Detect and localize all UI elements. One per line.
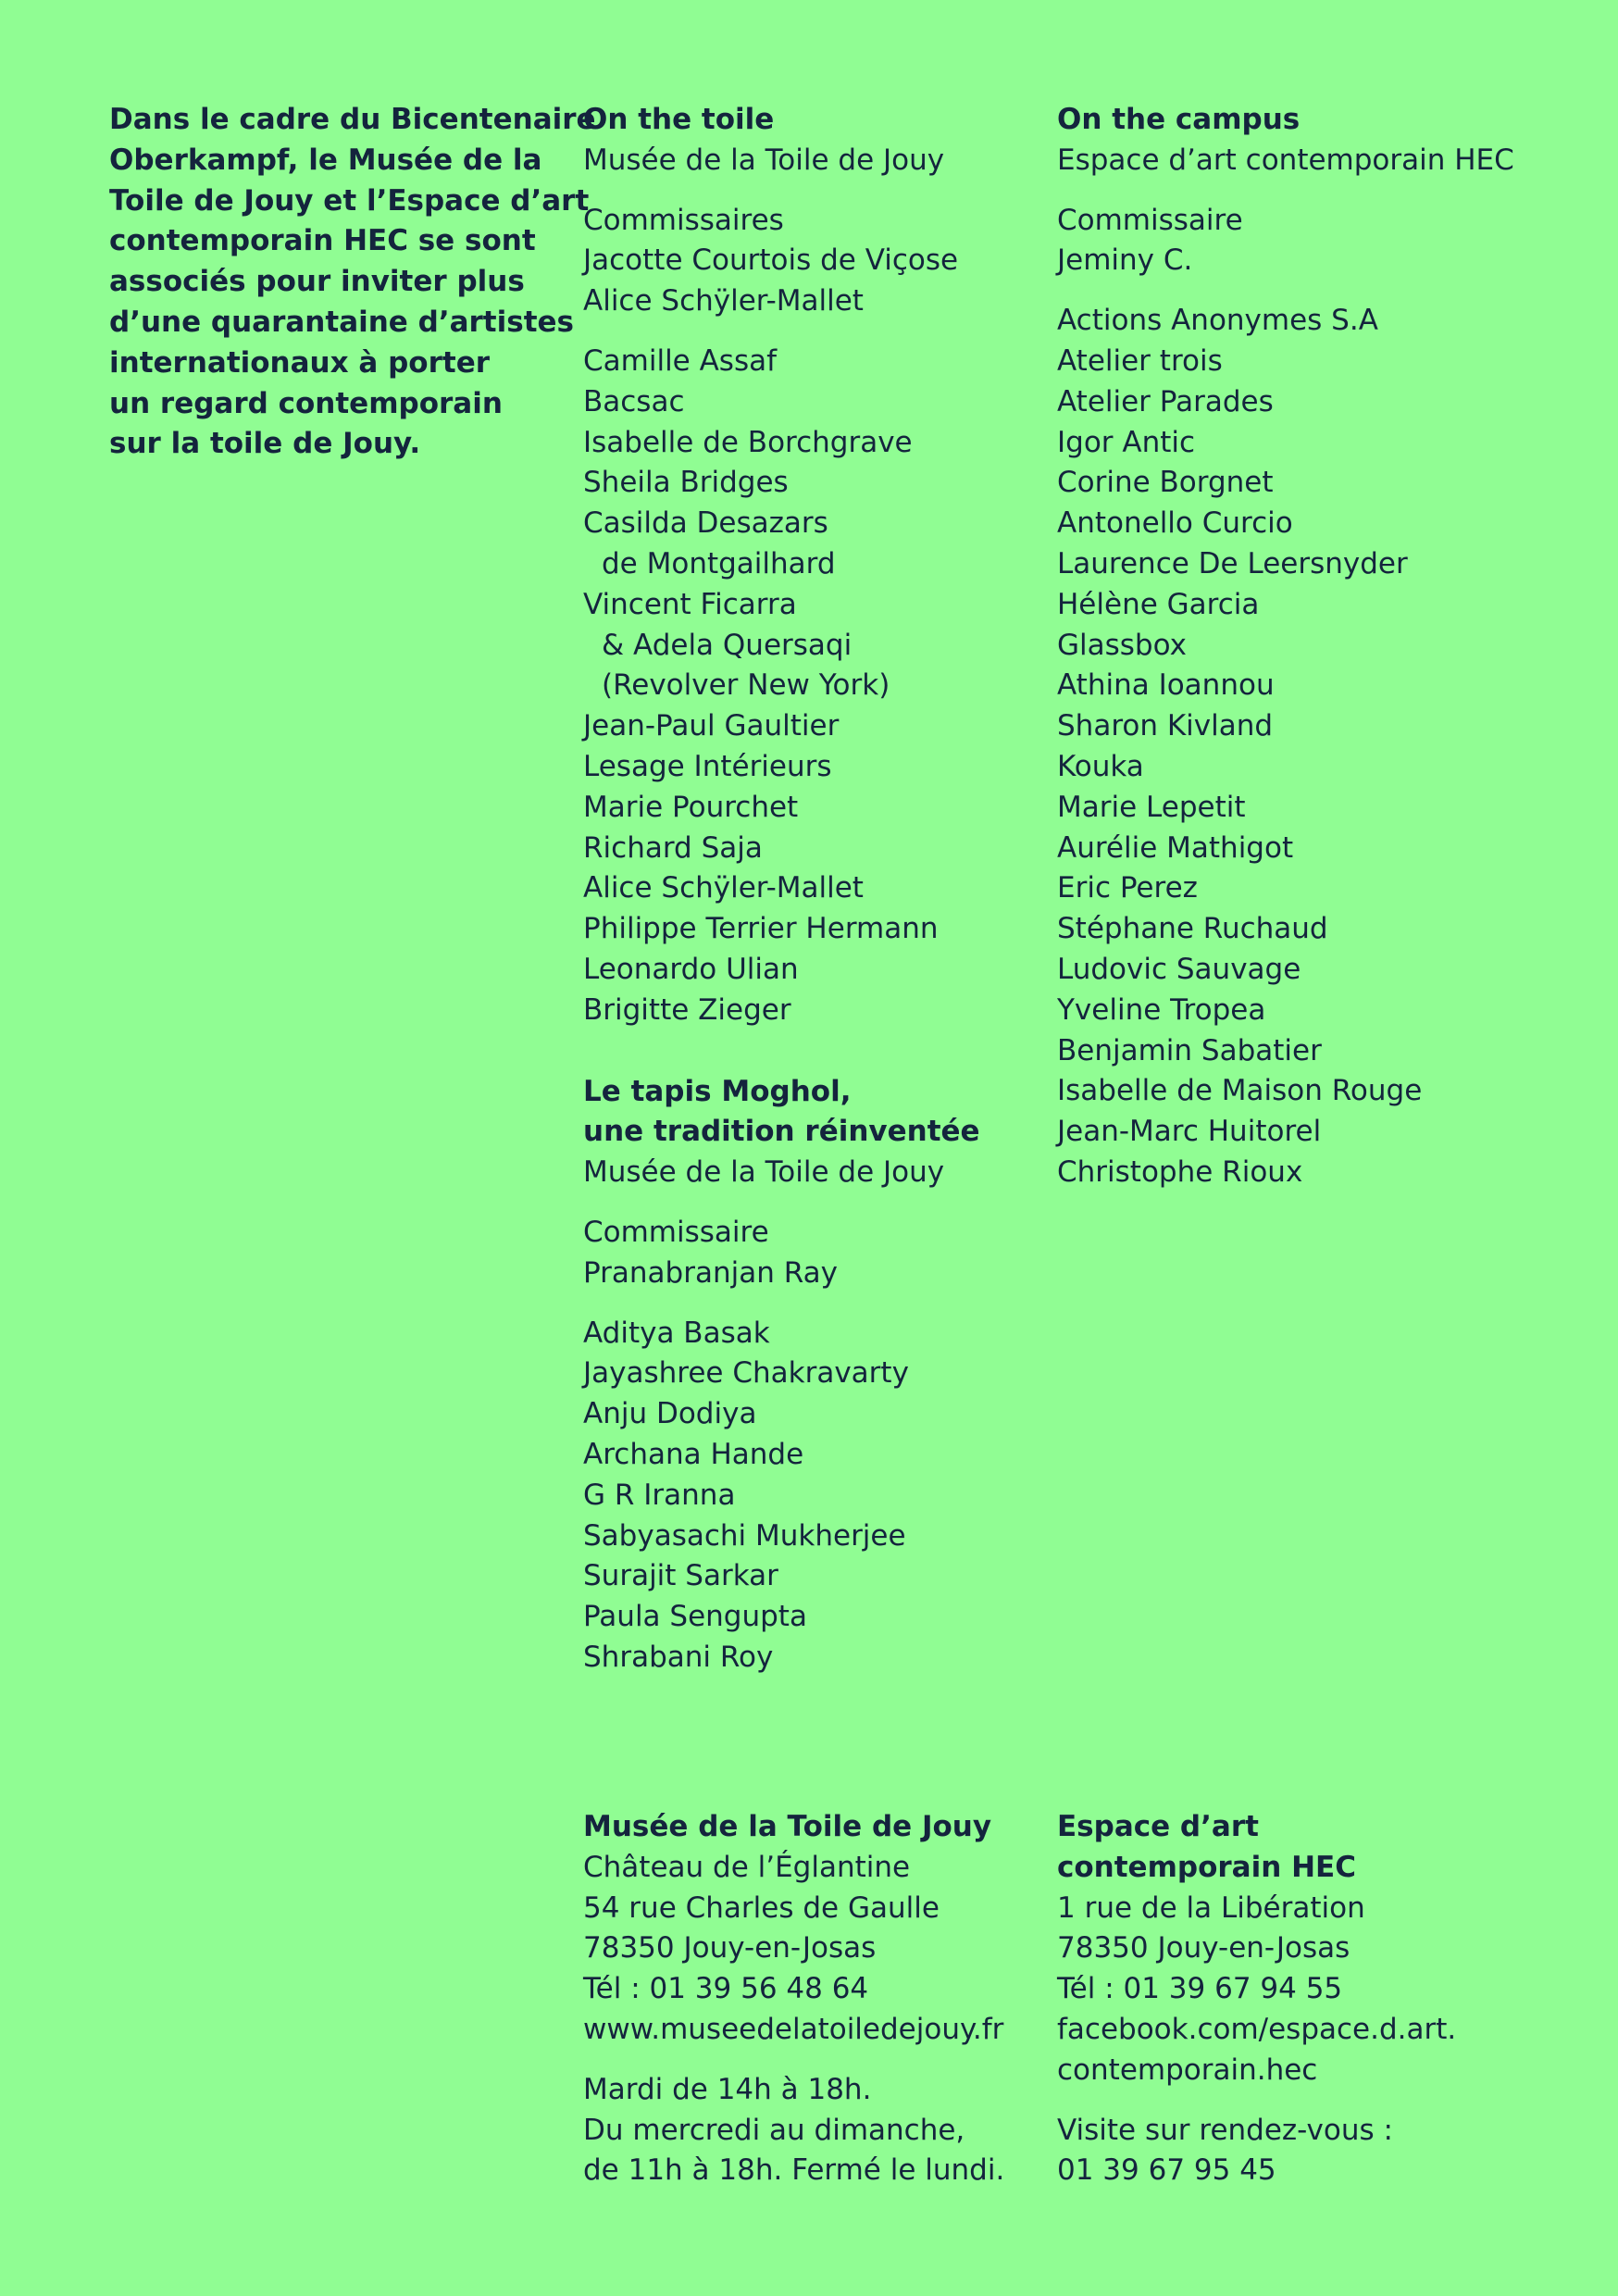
artist-name: Archana Hande (583, 1437, 804, 1471)
hec-facebook-link[interactable]: contemporain.hec (1057, 2053, 1318, 2087)
artist-name: Actions Anonymes S.A (1057, 304, 1378, 338)
artist-name: Surajit Sarkar (583, 1559, 778, 1593)
artist-name: Philippe Terrier Hermann (583, 912, 939, 946)
artist-name: Aurélie Mathigot (1057, 830, 1294, 865)
tapis-curator-label: Commissaire (583, 1215, 769, 1249)
campus-header (1057, 100, 1520, 181)
tapis-subtitle: une tradition réinventée (583, 1115, 980, 1149)
artist-name: Bacsac (583, 384, 685, 418)
intro-line: Dans le cadre du Bicentenaire (109, 103, 596, 136)
curator-name: Jacotte Courtois de Viçose (583, 243, 959, 278)
museum-info (583, 1807, 1046, 2191)
artist-name: Antonello Curcio (1057, 506, 1293, 541)
artist-name: Ludovic Sauvage (1057, 952, 1301, 986)
museum-address: Château de l’Églantine (583, 1850, 911, 1884)
intro-line: Toile de Jouy et l’Espace d’art (109, 183, 590, 218)
intro-line: sur la toile de Jouy. (109, 427, 421, 461)
intro-line: contemporain HEC se sont (109, 224, 536, 258)
hec-address: 78350 Jouy-en-Josas (1057, 1931, 1350, 1965)
intro-line: associés pour inviter plus (109, 265, 525, 299)
curator-name: Pranabranjan Ray (583, 1255, 838, 1290)
artist-name: Marie Lepetit (1057, 790, 1246, 824)
hec-visit-phone: 01 39 67 95 45 (1057, 2153, 1276, 2188)
artist-name: Vincent Ficarra (583, 587, 797, 621)
museum-hours-line: de 11h à 18h. Fermé le lundi. (583, 2153, 1005, 2188)
artist-name: Paula Sengupta (583, 1600, 807, 1634)
tapis-title: Le tapis Moghol, (583, 1074, 852, 1108)
hec-name: contemporain HEC (1057, 1850, 1356, 1884)
campus-curator (1057, 201, 1520, 282)
artist-name: Atelier Parades (1057, 384, 1274, 418)
tapis-curator (583, 1213, 1046, 1294)
artist-name: Benjamin Sabatier (1057, 1033, 1322, 1067)
artist-name: Aditya Basak (583, 1316, 770, 1350)
artist-name: Laurence De Leersnyder (1057, 546, 1408, 580)
artist-name: Sabyasachi Mukherjee (583, 1518, 906, 1553)
hec-name: Espace d’art (1057, 1810, 1259, 1843)
museum-website-link[interactable]: www.museedelatoiledejouy.fr (583, 2012, 1004, 2046)
artist-name: Corine Borgnet (1057, 466, 1274, 500)
museum-hours-line: Mardi de 14h à 18h. (583, 2072, 872, 2106)
curator-name: Jeminy C. (1057, 243, 1193, 278)
toile-column (583, 100, 1046, 1678)
artist-name: Brigitte Zieger (583, 992, 791, 1027)
artist-name: Lesage Intérieurs (583, 749, 832, 783)
museum-hours-line: Du mercredi au dimanche, (583, 2113, 965, 2147)
hec-visit-label: Visite sur rendez-vous : (1057, 2113, 1393, 2147)
artist-name: Atelier trois (1057, 343, 1223, 378)
artist-name: Leonardo Ulian (583, 952, 799, 986)
tapis-artist-list (583, 1314, 1046, 1678)
artist-name: Camille Assaf (583, 343, 778, 378)
curator-name: Alice Schÿler-Mallet (583, 284, 864, 318)
artist-name: Jayashree Chakravarty (583, 1356, 909, 1391)
artist-name: Igor Antic (1057, 425, 1196, 459)
artist-name: Sheila Bridges (583, 466, 789, 500)
intro-line: un regard contemporain (109, 386, 503, 420)
campus-column (1057, 100, 1520, 1193)
campus-venue: Espace d’art contemporain HEC (1057, 143, 1514, 177)
artist-name: Kouka (1057, 749, 1144, 783)
hec-address-block (1057, 1807, 1520, 2091)
intro-line: Oberkampf, le Musée de la (109, 143, 542, 177)
artist-name: G R Iranna (583, 1478, 736, 1512)
toile-curators (583, 201, 1046, 322)
museum-hours (583, 2070, 1046, 2191)
toile-venue: Musée de la Toile de Jouy (583, 143, 945, 177)
hec-facebook-link[interactable]: facebook.com/espace.d.art. (1057, 2012, 1457, 2046)
artist-name: Christophe Rioux (1057, 1154, 1303, 1189)
artist-name: Isabelle de Maison Rouge (1057, 1074, 1423, 1108)
intro-line: internationaux à porter (109, 345, 491, 380)
hec-address: 1 rue de la Libération (1057, 1890, 1365, 1925)
campus-curator-label: Commissaire (1057, 203, 1243, 237)
artist-name: Alice Schÿler-Mallet (583, 871, 864, 905)
artist-name: Anju Dodiya (583, 1397, 757, 1431)
artist-name: Hélène Garcia (1057, 587, 1260, 621)
artist-name: Athina Ioannou (1057, 668, 1275, 703)
artist-name: Eric Perez (1057, 871, 1198, 905)
artist-name: Yveline Tropea (1057, 992, 1266, 1027)
artist-name-continuation: de Montgailhard (602, 546, 836, 580)
artist-name: Casilda Desazars (583, 506, 828, 541)
artist-name: Glassbox (1057, 628, 1187, 662)
hec-phone: Tél : 01 39 67 94 55 (1057, 1972, 1343, 2006)
toile-curators-label: Commissaires (583, 203, 784, 237)
hec-visit (1057, 2111, 1520, 2192)
toile-artist-list (583, 342, 1046, 1031)
hec-info (1057, 1807, 1520, 2191)
museum-phone: Tél : 01 39 56 48 64 (583, 1972, 869, 2006)
artist-name: Sharon Kivland (1057, 709, 1274, 743)
museum-address: 54 rue Charles de Gaulle (583, 1890, 940, 1925)
tapis-venue: Musée de la Toile de Jouy (583, 1155, 945, 1190)
museum-address: 78350 Jouy-en-Josas (583, 1931, 877, 1965)
tapis-header (583, 1072, 1046, 1193)
artist-name: Jean-Marc Huitorel (1057, 1115, 1322, 1149)
artist-name: Richard Saja (583, 830, 763, 865)
artist-name: Stéphane Ruchaud (1057, 912, 1328, 946)
artist-name: Shrabani Roy (583, 1640, 774, 1674)
artist-name-continuation: (Revolver New York) (602, 668, 890, 703)
campus-title: On the campus (1057, 103, 1301, 136)
artist-name-continuation: & Adela Quersaqi (602, 628, 853, 662)
campus-artist-list (1057, 301, 1520, 1193)
museum-name: Musée de la Toile de Jouy (583, 1810, 992, 1843)
toile-header (583, 100, 1046, 181)
artist-name: Isabelle de Borchgrave (583, 425, 913, 459)
toile-title: On the toile (583, 103, 775, 136)
artist-name: Marie Pourchet (583, 790, 799, 824)
museum-address-block (583, 1807, 1046, 2051)
intro-paragraph (109, 100, 596, 465)
artist-name: Jean-Paul Gaultier (583, 709, 840, 743)
intro-line: d’une quarantaine d’artistes (109, 305, 574, 339)
